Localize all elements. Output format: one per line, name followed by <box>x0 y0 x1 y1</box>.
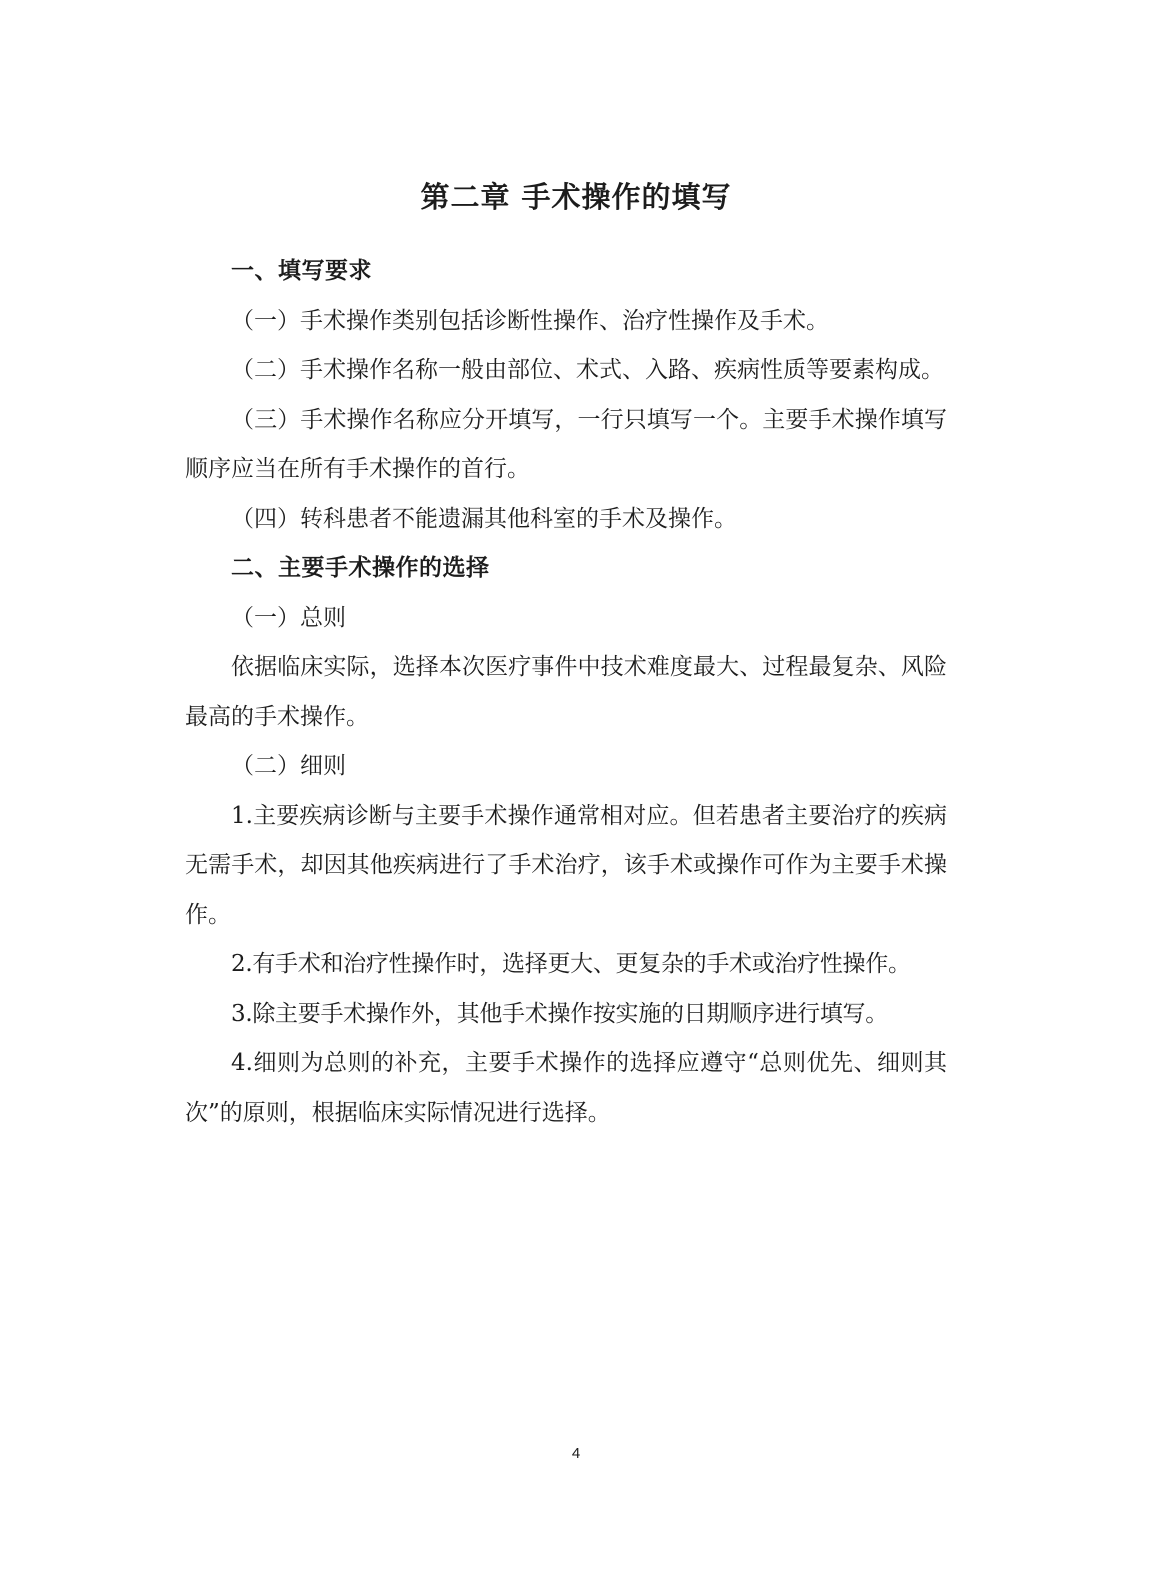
section-heading: 二、主要手术操作的选择 <box>231 555 490 581</box>
paragraph: （二）手术操作名称一般由部位、术式、入路、疾病性质等要素构成。 <box>231 357 944 383</box>
paragraph: 依据临床实际，选择本次医疗事件中技术难度最大、过程最复杂、风险最高的手术操作。 <box>185 654 947 730</box>
paragraph: （一）总则 <box>231 604 346 631</box>
paragraph: 4.细则为总则的补充，主要手术操作的选择应遵守“总则优先、细则其次”的原则，根据临床实际情况进行选择。 <box>185 1050 947 1126</box>
paragraph: 1.主要疾病诊断与主要手术操作通常相对应。但若患者主要治疗的疾病无需手术，却因其他疾病进行了手术治疗，该手术或操作可作为主要手术操作。 <box>185 802 947 928</box>
paragraph: （四）转科患者不能遗漏其他科室的手术及操作。 <box>231 505 737 532</box>
paragraph: （三）手术操作名称应分开填写，一行只填写一个。主要手术操作填写顺序应当在所有手术操作的首行。 <box>185 406 947 482</box>
page-number: 4 <box>571 1445 581 1462</box>
paragraph: 2.有手术和治疗性操作时，选择更大、更复杂的手术或治疗性操作。 <box>231 951 911 977</box>
paragraph: （二）细则 <box>231 753 346 779</box>
paragraph: 3.除主要手术操作外，其他手术操作按实施的日期顺序进行填写。 <box>231 1000 888 1027</box>
section-heading: 一、填写要求 <box>231 258 372 284</box>
paragraph: （一）手术操作类别包括诊断性操作、治疗性操作及手术。 <box>231 307 829 334</box>
chapter-title: 第二章 手术操作的填写 <box>420 180 732 214</box>
document-body <box>185 247 947 1138</box>
